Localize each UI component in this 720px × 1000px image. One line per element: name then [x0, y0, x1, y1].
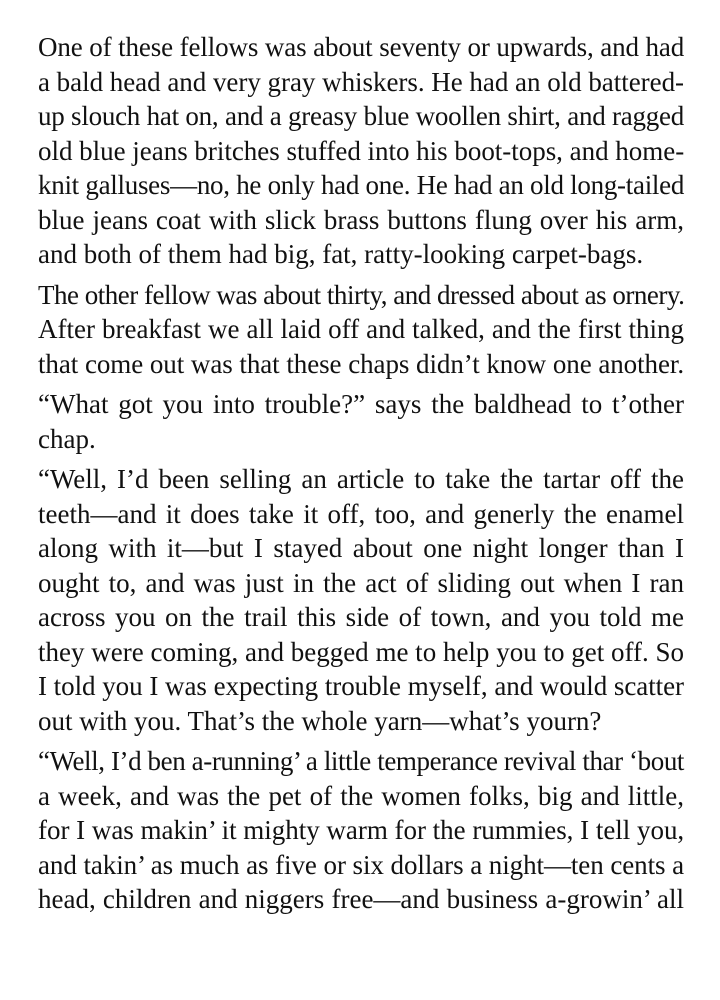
text-line: that come out was that these chaps didn’t know one another.	[38, 348, 684, 379]
text-line: up slouch hat on, and a greasy blue woollen shirt, and ragged	[38, 101, 684, 131]
paragraph-2	[38, 278, 684, 382]
text-line: ought to, and was just in the act of sliding out when I ran	[38, 567, 684, 598]
text-line: I told you I was expecting trouble myself, and would scatter	[38, 671, 684, 701]
paragraph-5	[38, 744, 684, 917]
text-line: “What got you into trouble?” says the baldhead to t’other	[38, 389, 684, 419]
text-line: chap.	[38, 423, 96, 454]
text-line: a bald head and very gray whiskers. He had an old battered-	[38, 66, 684, 97]
text-line: The other fellow was about thirty, and dressed about as ornery.	[38, 279, 685, 310]
text-line: “Well, I’d ben a-running’ a little temperance revival thar ‘bout	[38, 746, 684, 776]
text-line: and takin’ as much as five or six dollars a night—ten cents a	[38, 849, 685, 880]
text-line: for I was makin’ it mighty warm for the rummies, I tell you,	[38, 815, 685, 845]
text-line: out with you. That’s the whole yarn—what’s yourn?	[38, 705, 602, 736]
text-line: across you on the trail this side of town, and you told me	[38, 602, 684, 632]
text-line: head, children and niggers free—and business a-growin’ all	[38, 884, 684, 914]
paragraph-1	[38, 30, 684, 272]
text-line: old blue jeans britches stuffed into his boot-tops, and home-	[38, 135, 685, 166]
text-line: After breakfast we all laid off and talked, and the first thing	[38, 314, 684, 344]
text-line: and both of them had big, fat, ratty-looking carpet-bags.	[38, 239, 644, 269]
text-line: blue jeans coat with slick brass buttons flung over his arm,	[38, 204, 684, 235]
text-line: along with it—but I stayed about one night longer than I	[38, 533, 684, 563]
text-line: teeth—and it does take it off, too, and generly the enamel	[38, 498, 684, 529]
text-line: knit galluses—no, he only had one. He had an old long-tailed	[38, 170, 685, 200]
text-line: One of these fellows was about seventy or upwards, and had	[38, 32, 685, 62]
text-line: a week, and was the pet of the women folks, big and little,	[38, 780, 684, 811]
book-page-text	[38, 30, 684, 923]
text-line: “Well, I’d been selling an article to take the tartar off the	[38, 464, 684, 494]
paragraph-4	[38, 462, 684, 738]
paragraph-3	[38, 387, 684, 456]
text-line: they were coming, and begged me to help you to get off. So	[38, 636, 684, 667]
